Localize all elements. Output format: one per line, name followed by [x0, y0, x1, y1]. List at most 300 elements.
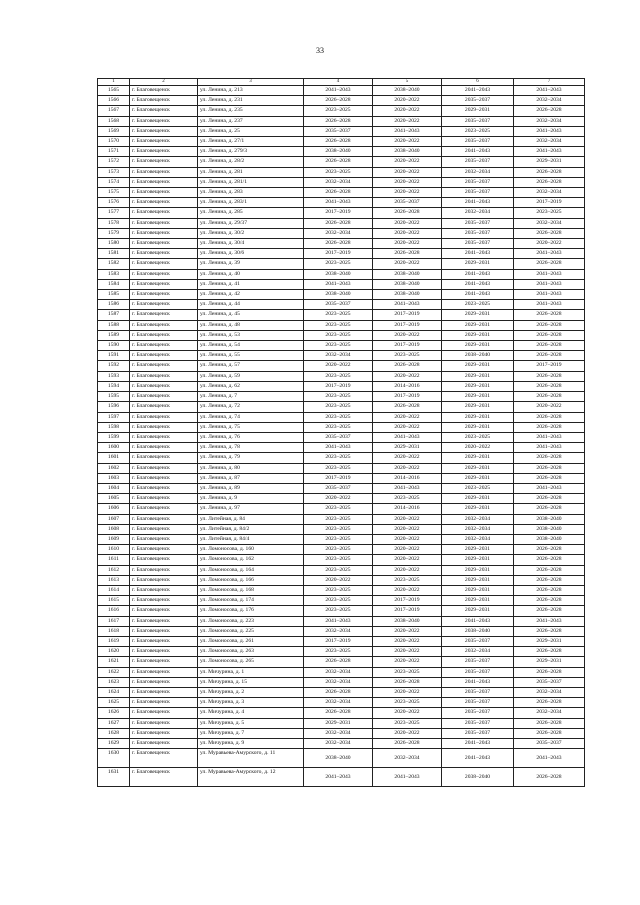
table-row	[98, 463, 585, 473]
period-cell: 2026–2028	[514, 392, 585, 402]
row-number: 1585	[98, 290, 130, 300]
period-cell: 2023–2025	[304, 545, 373, 555]
period-cell: 2029–2031	[442, 381, 514, 391]
table-row	[98, 198, 585, 208]
period-cell: 2029–2031	[442, 330, 514, 340]
city-cell: г. Благовещенск	[130, 412, 198, 422]
period-cell: 2032–2034	[442, 524, 514, 534]
table-row	[98, 768, 585, 787]
period-cell: 2041–2043	[442, 739, 514, 749]
table-row	[98, 514, 585, 524]
city-cell: г. Благовещенск	[130, 687, 198, 697]
address-cell: ул. Ломоносова, д. 263	[198, 647, 304, 657]
city-cell: г. Благовещенск	[130, 606, 198, 616]
period-cell: 2023–2025	[304, 606, 373, 616]
period-cell: 2041–2043	[514, 483, 585, 493]
period-cell: 2026–2028	[514, 768, 585, 787]
period-cell: 2026–2028	[514, 585, 585, 595]
period-cell: 2023–2025	[373, 667, 442, 677]
address-cell: ул. Ленина, д. 237	[198, 116, 304, 126]
city-cell: г. Благовещенск	[130, 106, 198, 116]
city-cell: г. Благовещенск	[130, 443, 198, 453]
period-cell: 2020–2022	[373, 177, 442, 187]
table-row	[98, 667, 585, 677]
table-row	[98, 310, 585, 320]
period-cell: 2032–2034	[373, 749, 442, 768]
address-cell: ул. Мичурина, д. 4	[198, 708, 304, 718]
period-cell: 2041–2043	[373, 432, 442, 442]
period-cell: 2041–2043	[373, 300, 442, 310]
city-cell: г. Благовещенск	[130, 667, 198, 677]
period-cell: 2023–2025	[304, 167, 373, 177]
city-cell: г. Благовещенск	[130, 514, 198, 524]
period-cell: 2020–2022	[373, 565, 442, 575]
table-row	[98, 443, 585, 453]
table-row	[98, 677, 585, 687]
period-cell: 2038–2040	[373, 279, 442, 289]
period-cell: 2035–2037	[442, 728, 514, 738]
table-row	[98, 647, 585, 657]
address-cell: ул. Ломоносова, д. 265	[198, 657, 304, 667]
row-number: 1594	[98, 381, 130, 391]
period-cell: 2035–2037	[442, 698, 514, 708]
period-cell: 2035–2037	[514, 739, 585, 749]
row-number: 1593	[98, 371, 130, 381]
table-row	[98, 218, 585, 228]
address-cell: ул. Ленина, д. 235	[198, 106, 304, 116]
period-cell: 2032–2034	[442, 514, 514, 524]
table-row	[98, 483, 585, 493]
period-cell: 2026–2028	[514, 422, 585, 432]
period-cell: 2020–2022	[373, 463, 442, 473]
period-cell: 2029–2031	[442, 596, 514, 606]
period-cell: 2035–2037	[442, 188, 514, 198]
table-row	[98, 157, 585, 167]
period-cell: 2020–2022	[373, 167, 442, 177]
period-cell: 2038–2040	[304, 290, 373, 300]
period-cell: 2026–2028	[304, 96, 373, 106]
city-cell: г. Благовещенск	[130, 473, 198, 483]
city-cell: г. Благовещенск	[130, 157, 198, 167]
period-cell: 2020–2022	[304, 575, 373, 585]
address-cell: ул. Муравьева-Амурского, д. 12	[198, 768, 304, 787]
period-cell: 2041–2043	[304, 443, 373, 453]
period-cell: 2041–2043	[514, 290, 585, 300]
row-number: 1572	[98, 157, 130, 167]
address-cell: ул. Ленина, д. 48	[198, 320, 304, 330]
address-cell: ул. Ленина, д. 54	[198, 341, 304, 351]
row-number: 1592	[98, 361, 130, 371]
city-cell: г. Благовещенск	[130, 483, 198, 493]
period-cell: 2023–2025	[304, 514, 373, 524]
row-number: 1606	[98, 504, 130, 514]
period-cell: 2020–2022	[373, 514, 442, 524]
period-cell: 2032–2034	[514, 708, 585, 718]
row-number: 1621	[98, 657, 130, 667]
period-cell: 2029–2031	[442, 371, 514, 381]
address-cell: ул. Ленина, д. 55	[198, 351, 304, 361]
period-cell: 2020–2022	[373, 137, 442, 147]
table-row	[98, 371, 585, 381]
city-cell: г. Благовещенск	[130, 453, 198, 463]
city-cell: г. Благовещенск	[130, 402, 198, 412]
period-cell: 2032–2034	[514, 137, 585, 147]
period-cell: 2029–2031	[442, 341, 514, 351]
table-row	[98, 708, 585, 718]
period-cell: 2023–2025	[304, 555, 373, 565]
period-cell: 2026–2028	[514, 228, 585, 238]
row-number: 1614	[98, 585, 130, 595]
address-cell: ул. Мичурина, д. 1	[198, 667, 304, 677]
city-cell: г. Благовещенск	[130, 351, 198, 361]
row-number: 1576	[98, 198, 130, 208]
period-cell: 2026–2028	[373, 249, 442, 259]
city-cell: г. Благовещенск	[130, 177, 198, 187]
period-cell: 2017–2019	[373, 341, 442, 351]
period-cell: 2038–2040	[442, 768, 514, 787]
period-cell: 2026–2028	[514, 728, 585, 738]
period-cell: 2029–2031	[442, 453, 514, 463]
table-row	[98, 473, 585, 483]
period-cell: 2029–2031	[442, 504, 514, 514]
address-cell: ул. Мичурина, д. 9	[198, 739, 304, 749]
address-cell: ул. Ленина, д. 74	[198, 412, 304, 422]
address-cell: ул. Ленина, д. 30/6	[198, 249, 304, 259]
period-cell: 2032–2034	[514, 687, 585, 697]
table-row	[98, 657, 585, 667]
city-cell: г. Благовещенск	[130, 320, 198, 330]
period-cell: 2026–2028	[514, 647, 585, 657]
table-row	[98, 585, 585, 595]
period-cell: 2023–2025	[304, 330, 373, 340]
table-row	[98, 432, 585, 442]
address-cell: ул. Литейная, д. 84	[198, 514, 304, 524]
period-cell: 2026–2028	[514, 606, 585, 616]
period-cell: 2029–2031	[514, 636, 585, 646]
address-cell: ул. Ленина, д. 281	[198, 167, 304, 177]
address-cell: ул. Ленина, д. 57	[198, 361, 304, 371]
city-cell: г. Благовещенск	[130, 381, 198, 391]
row-number: 1601	[98, 453, 130, 463]
period-cell: 2026–2028	[514, 545, 585, 555]
address-cell: ул. Ленина, д. 59	[198, 371, 304, 381]
period-cell: 2017–2019	[514, 361, 585, 371]
city-cell: г. Благовещенск	[130, 341, 198, 351]
city-cell: г. Благовещенск	[130, 657, 198, 667]
period-cell: 2038–2040	[373, 290, 442, 300]
period-cell: 2026–2028	[304, 137, 373, 147]
table-row	[98, 524, 585, 534]
row-number: 1603	[98, 473, 130, 483]
city-cell: г. Благовещенск	[130, 749, 198, 768]
period-cell: 2026–2028	[373, 739, 442, 749]
period-cell: 2023–2025	[373, 494, 442, 504]
period-cell: 2020–2022	[373, 585, 442, 595]
city-cell: г. Благовещенск	[130, 708, 198, 718]
city-cell: г. Благовещенск	[130, 330, 198, 340]
period-cell: 2026–2028	[514, 371, 585, 381]
period-cell: 2041–2043	[514, 249, 585, 259]
period-cell: 2041–2043	[442, 749, 514, 768]
period-cell: 2023–2025	[304, 596, 373, 606]
address-cell: ул. Ленина, д. 7	[198, 392, 304, 402]
period-cell: 2023–2025	[304, 392, 373, 402]
period-cell: 2032–2034	[304, 728, 373, 738]
period-cell: 2020–2022	[373, 453, 442, 463]
city-cell: г. Благовещенск	[130, 310, 198, 320]
table-row	[98, 208, 585, 218]
table-row	[98, 381, 585, 391]
period-cell: 2026–2028	[304, 687, 373, 697]
period-cell: 2026–2028	[514, 718, 585, 728]
period-cell: 2029–2031	[442, 545, 514, 555]
period-cell: 2041–2043	[514, 279, 585, 289]
period-cell: 2014–2016	[373, 381, 442, 391]
table-row	[98, 749, 585, 768]
city-cell: г. Благовещенск	[130, 677, 198, 687]
period-cell: 2029–2031	[442, 585, 514, 595]
row-number: 1574	[98, 177, 130, 187]
period-cell: 2041–2043	[442, 86, 514, 96]
row-number: 1596	[98, 402, 130, 412]
period-cell: 2026–2028	[514, 453, 585, 463]
period-cell: 2038–2040	[373, 147, 442, 157]
address-cell: ул. Ленина, д. 281/1	[198, 177, 304, 187]
period-cell: 2020–2022	[373, 239, 442, 249]
buildings-schedule-table	[97, 78, 585, 787]
row-number: 1617	[98, 616, 130, 626]
table-row	[98, 137, 585, 147]
period-cell: 2020–2022	[373, 106, 442, 116]
period-cell: 2029–2031	[442, 259, 514, 269]
period-cell: 2017–2019	[304, 249, 373, 259]
period-cell: 2035–2037	[442, 687, 514, 697]
row-number: 1616	[98, 606, 130, 616]
row-number: 1581	[98, 249, 130, 259]
table-row	[98, 718, 585, 728]
row-number: 1624	[98, 687, 130, 697]
table-row	[98, 279, 585, 289]
address-cell: ул. Ленина, д. 78	[198, 443, 304, 453]
city-cell: г. Благовещенск	[130, 86, 198, 96]
period-cell: 2020–2022	[373, 422, 442, 432]
address-cell: ул. Ленина, д. 29/37	[198, 218, 304, 228]
city-cell: г. Благовещенск	[130, 147, 198, 157]
period-cell: 2023–2025	[304, 524, 373, 534]
address-cell: ул. Ломоносова, д. 223	[198, 616, 304, 626]
table-row	[98, 412, 585, 422]
table-row	[98, 453, 585, 463]
table-row	[98, 596, 585, 606]
period-cell: 2026–2028	[514, 341, 585, 351]
table-row	[98, 300, 585, 310]
city-cell: г. Благовещенск	[130, 585, 198, 595]
period-cell: 2026–2028	[373, 361, 442, 371]
period-cell: 2026–2028	[373, 677, 442, 687]
city-cell: г. Благовещенск	[130, 698, 198, 708]
period-cell: 2026–2028	[514, 167, 585, 177]
period-cell: 2023–2025	[304, 320, 373, 330]
table-row	[98, 330, 585, 340]
period-cell: 2026–2028	[514, 698, 585, 708]
address-cell: ул. Ленина, д. 25	[198, 126, 304, 136]
period-cell: 2020–2022	[373, 687, 442, 697]
period-cell: 2026–2028	[304, 116, 373, 126]
period-cell: 2041–2043	[442, 147, 514, 157]
period-cell: 2032–2034	[442, 208, 514, 218]
period-cell: 2029–2031	[442, 565, 514, 575]
period-cell: 2029–2031	[442, 575, 514, 585]
address-cell: ул. Ленина, д. 231	[198, 96, 304, 106]
period-cell: 2038–2040	[514, 534, 585, 544]
period-cell: 2026–2028	[514, 463, 585, 473]
period-cell: 2026–2028	[514, 494, 585, 504]
row-number: 1579	[98, 228, 130, 238]
city-cell: г. Благовещенск	[130, 188, 198, 198]
period-cell: 2041–2043	[304, 616, 373, 626]
table-row	[98, 402, 585, 412]
table-row	[98, 96, 585, 106]
city-cell: г. Благовещенск	[130, 96, 198, 106]
row-number: 1623	[98, 677, 130, 687]
period-cell: 2020–2022	[373, 218, 442, 228]
period-cell: 2023–2025	[442, 126, 514, 136]
period-cell: 2041–2043	[514, 300, 585, 310]
period-cell: 2038–2040	[304, 269, 373, 279]
period-cell: 2020–2022	[373, 188, 442, 198]
period-cell: 2023–2025	[304, 371, 373, 381]
city-cell: г. Благовещенск	[130, 371, 198, 381]
period-cell: 2020–2022	[514, 402, 585, 412]
period-cell: 2023–2025	[304, 402, 373, 412]
row-number: 1604	[98, 483, 130, 493]
period-cell: 2035–2037	[514, 677, 585, 687]
address-cell: ул. Ленина, д. 87	[198, 473, 304, 483]
period-cell: 2020–2022	[373, 116, 442, 126]
city-cell: г. Благовещенск	[130, 259, 198, 269]
row-number: 1584	[98, 279, 130, 289]
city-cell: г. Благовещенск	[130, 208, 198, 218]
row-number: 1600	[98, 443, 130, 453]
period-cell: 2026–2028	[514, 310, 585, 320]
period-cell: 2035–2037	[442, 157, 514, 167]
table-body	[98, 86, 585, 787]
period-cell: 2032–2034	[304, 626, 373, 636]
period-cell: 2041–2043	[514, 443, 585, 453]
city-cell: г. Благовещенск	[130, 545, 198, 555]
table-row	[98, 269, 585, 279]
period-cell: 2029–2031	[442, 422, 514, 432]
period-cell: 2029–2031	[442, 361, 514, 371]
city-cell: г. Благовещенск	[130, 290, 198, 300]
address-cell: ул. Ленина, д. 40	[198, 269, 304, 279]
period-cell: 2017–2019	[304, 381, 373, 391]
period-cell: 2020–2022	[373, 708, 442, 718]
period-cell: 2041–2043	[304, 86, 373, 96]
row-number: 1608	[98, 524, 130, 534]
period-cell: 2020–2022	[373, 636, 442, 646]
period-cell: 2035–2037	[442, 239, 514, 249]
period-cell: 2017–2019	[373, 310, 442, 320]
row-number: 1589	[98, 330, 130, 340]
period-cell: 2020–2022	[373, 371, 442, 381]
row-number: 1629	[98, 739, 130, 749]
table-row	[98, 636, 585, 646]
table-row	[98, 341, 585, 351]
period-cell: 2038–2040	[373, 616, 442, 626]
period-cell: 2035–2037	[442, 228, 514, 238]
address-cell: ул. Ленина, д. 30/2	[198, 228, 304, 238]
table-row	[98, 739, 585, 749]
period-cell: 2035–2037	[373, 198, 442, 208]
period-cell: 2035–2037	[442, 137, 514, 147]
city-cell: г. Благовещенск	[130, 647, 198, 657]
address-cell: ул. Ленина, д. 89	[198, 483, 304, 493]
city-cell: г. Благовещенск	[130, 392, 198, 402]
period-cell: 2023–2025	[304, 565, 373, 575]
column-number-row	[98, 79, 585, 86]
period-cell: 2035–2037	[442, 218, 514, 228]
period-cell: 2020–2022	[373, 545, 442, 555]
period-cell: 2038–2040	[304, 147, 373, 157]
table-row	[98, 320, 585, 330]
period-cell: 2026–2028	[514, 473, 585, 483]
row-number: 1619	[98, 636, 130, 646]
period-cell: 2020–2022	[373, 96, 442, 106]
table-row	[98, 728, 585, 738]
column-number: 3	[198, 79, 304, 86]
address-cell: ул. Ленина, д. 80	[198, 463, 304, 473]
city-cell: г. Благовещенск	[130, 249, 198, 259]
table-row	[98, 422, 585, 432]
address-cell: ул. Ленина, д. 30/4	[198, 239, 304, 249]
period-cell: 2029–2031	[442, 402, 514, 412]
row-number: 1615	[98, 596, 130, 606]
city-cell: г. Благовещенск	[130, 555, 198, 565]
period-cell: 2029–2031	[442, 463, 514, 473]
period-cell: 2041–2043	[373, 768, 442, 787]
period-cell: 2038–2040	[373, 269, 442, 279]
period-cell: 2029–2031	[442, 320, 514, 330]
city-cell: г. Благовещенск	[130, 524, 198, 534]
period-cell: 2026–2028	[514, 330, 585, 340]
city-cell: г. Благовещенск	[130, 361, 198, 371]
row-number: 1570	[98, 137, 130, 147]
city-cell: г. Благовещенск	[130, 137, 198, 147]
row-number: 1583	[98, 269, 130, 279]
row-number: 1578	[98, 218, 130, 228]
period-cell: 2038–2040	[373, 86, 442, 96]
period-cell: 2017–2019	[514, 198, 585, 208]
row-number: 1568	[98, 116, 130, 126]
address-cell: ул. Ленина, д. 283/1	[198, 198, 304, 208]
period-cell: 2032–2034	[304, 228, 373, 238]
period-cell: 2017–2019	[304, 636, 373, 646]
period-cell: 2029–2031	[514, 157, 585, 167]
period-cell: 2026–2028	[514, 555, 585, 565]
period-cell: 2029–2031	[442, 473, 514, 483]
period-cell: 2038–2040	[442, 351, 514, 361]
row-number: 1607	[98, 514, 130, 524]
period-cell: 2026–2028	[514, 381, 585, 391]
row-number: 1569	[98, 126, 130, 136]
period-cell: 2026–2028	[514, 504, 585, 514]
period-cell: 2041–2043	[442, 269, 514, 279]
row-number: 1565	[98, 86, 130, 96]
city-cell: г. Благовещенск	[130, 739, 198, 749]
period-cell: 2029–2031	[442, 392, 514, 402]
period-cell: 2023–2025	[373, 351, 442, 361]
